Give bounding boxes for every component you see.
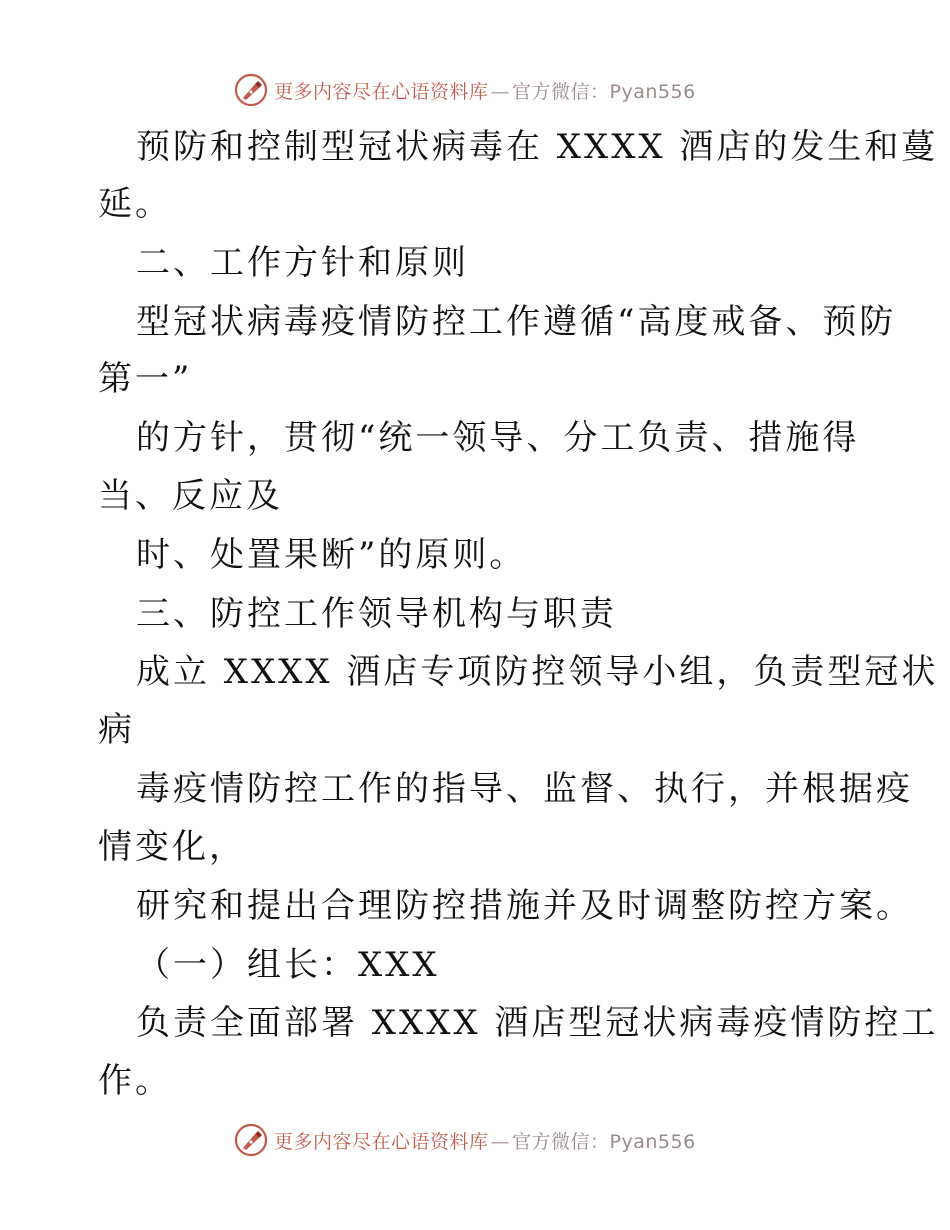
text-line: 负责全面部署 XXXX 酒店型冠状病毒疫情防控工 — [136, 1003, 939, 1043]
watermark-main-text: 更多内容尽在心语资料库 — [274, 1130, 489, 1153]
text-line: 作。 — [98, 1061, 172, 1101]
text-line: 研究和提出合理防控措施并及时调整防控方案。 — [136, 886, 913, 926]
text-line: 当、反应及 — [98, 476, 283, 516]
text-line: 情变化， — [98, 827, 246, 867]
text-line: 第一” — [98, 359, 193, 399]
watermark-main-text: 更多内容尽在心语资料库 — [274, 80, 489, 103]
text-line: 延。 — [98, 184, 172, 224]
text-line: 病 — [98, 710, 135, 750]
section-heading: 二、工作方针和原则 — [136, 243, 469, 283]
text-line: 型冠状病毒疫情防控工作遵循“高度戒备、预防 — [136, 302, 897, 342]
watermark-suffix-text: 官方微信： — [512, 80, 610, 103]
text-line: 的方针，贯彻“统一领导、分工负责、措施得 — [136, 418, 860, 458]
watermark-suffix-text: 官方微信： — [512, 1130, 610, 1153]
watermark-separator: — — [490, 80, 511, 103]
text-line: 时、处置果断”的原则。 — [136, 535, 527, 575]
text-line: 成立 XXXX 酒店专项防控领导小组，负责型冠状 — [136, 652, 939, 692]
text-line: 毒疫情防控工作的指导、监督、执行，并根据疫 — [136, 769, 913, 809]
subsection-heading: （一）组长：XXX — [136, 945, 440, 985]
watermark-footer — [234, 1120, 696, 1160]
watermark-wechat-id: Pyan556 — [609, 80, 696, 103]
pen-nib-logo-icon — [234, 1123, 268, 1157]
watermark-wechat-id: Pyan556 — [609, 1130, 696, 1153]
text-line: 预防和控制型冠状病毒在 XXXX 酒店的发生和蔓 — [136, 127, 939, 167]
section-heading: 三、防控工作领导机构与职责 — [136, 594, 617, 634]
watermark-separator: — — [490, 1130, 511, 1153]
